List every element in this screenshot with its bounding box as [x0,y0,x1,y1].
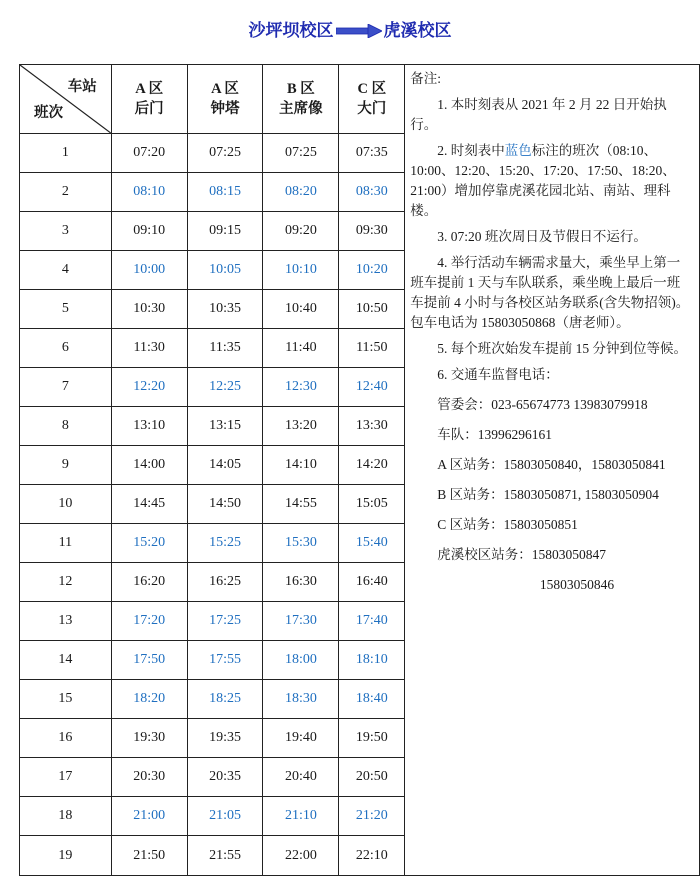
contact-line: C 区站务：15803050851 [437,517,578,532]
departure-time: 21:00 [111,797,187,836]
departure-time: 08:15 [187,173,263,212]
corner-header [20,65,112,134]
departure-time: 16:25 [187,563,263,602]
contact-line: 车队：13996296161 [437,427,552,442]
departure-time: 14:45 [111,485,187,524]
departure-time: 15:20 [111,524,187,563]
trip-number: 3 [20,212,112,251]
note-6: 6. 交通车监督电话： [437,367,559,382]
trip-number: 16 [20,719,112,758]
timetable [19,64,700,876]
trip-number: 13 [20,602,112,641]
departure-time: 15:05 [339,485,405,524]
departure-time: 20:30 [111,758,187,797]
departure-time: 08:10 [111,173,187,212]
departure-time: 10:10 [263,251,339,290]
departure-time: 12:20 [111,368,187,407]
departure-time: 07:20 [111,134,187,173]
departure-time: 17:50 [111,641,187,680]
departure-time: 19:30 [111,719,187,758]
col-zone: A 区 [135,81,164,97]
departure-time: 08:20 [263,173,339,212]
col-header [111,65,187,134]
col-place: 大门 [357,101,387,117]
departure-time: 14:05 [187,446,263,485]
departure-time: 11:50 [339,329,405,368]
departure-time: 09:10 [111,212,187,251]
departure-time: 18:40 [339,680,405,719]
notes-panel [405,65,700,876]
note-2 [410,141,693,221]
trip-number: 15 [20,680,112,719]
departure-time: 12:40 [339,368,405,407]
trip-number: 14 [20,641,112,680]
departure-time: 10:20 [339,251,405,290]
departure-time: 15:40 [339,524,405,563]
departure-time: 15:25 [187,524,263,563]
departure-time: 14:00 [111,446,187,485]
departure-time: 20:40 [263,758,339,797]
col-zone: A 区 [211,81,239,97]
departure-time: 11:30 [111,329,187,368]
departure-time: 19:40 [263,719,339,758]
col-header [263,65,339,134]
trip-number: 19 [20,836,112,876]
note-1: 1. 本时刻表从 2021 年 2 月 22 日开始执行。 [410,97,667,132]
departure-time: 17:20 [111,602,187,641]
col-place: 后门 [134,101,164,117]
departure-time: 18:20 [111,680,187,719]
departure-time: 07:35 [339,134,405,173]
departure-time: 18:30 [263,680,339,719]
departure-time: 16:20 [111,563,187,602]
col-header [339,65,405,134]
departure-time: 18:25 [187,680,263,719]
departure-time: 10:35 [187,290,263,329]
departure-time: 11:35 [187,329,263,368]
col-place: 主席像 [279,101,323,117]
departure-time: 08:30 [339,173,405,212]
col-zone: C 区 [357,81,387,97]
contact-line: A 区站务：15803050840，15803050841 [437,457,666,472]
departure-time: 07:25 [187,134,263,173]
departure-time: 10:30 [111,290,187,329]
departure-time: 21:50 [111,836,187,876]
trip-number: 18 [20,797,112,836]
page-title [0,17,700,43]
note-3: 3. 07:20 班次周日及节假日不运行。 [437,229,647,244]
departure-time: 12:30 [263,368,339,407]
departure-time: 10:50 [339,290,405,329]
departure-time: 14:10 [263,446,339,485]
notes-heading: 备注: [410,71,441,86]
departure-time: 13:20 [263,407,339,446]
trip-number: 5 [20,290,112,329]
note-2-post: 标注的班次（08:10、10:00、12:20、15:20、17:20、17:50、18:20、21:00）增加停靠虎溪花园北站、南站、理科楼。 [410,143,676,218]
departure-time: 10:40 [263,290,339,329]
contact-line: 管委会：023-65674773 13983079918 [437,397,648,412]
departure-time: 21:10 [263,797,339,836]
departure-time: 22:10 [339,836,405,876]
departure-time: 20:50 [339,758,405,797]
trip-number: 10 [20,485,112,524]
departure-time: 18:10 [339,641,405,680]
trip-number: 12 [20,563,112,602]
departure-time: 10:05 [187,251,263,290]
note-4: 4. 举行活动车辆需求量大，乘坐早上第一班车提前 1 天与车队联系，乘坐晚上最后一班车提前 4 小时与各校区站务联系(含失物招领)。包车电话为 15803050868（唐老师）。 [410,255,690,330]
note-2-pre: 2. 时刻表中 [437,143,505,158]
trip-number: 11 [20,524,112,563]
corner-station-label: 车站 [67,79,97,95]
departure-time: 15:30 [263,524,339,563]
trip-number: 2 [20,173,112,212]
trip-number: 9 [20,446,112,485]
departure-time: 13:30 [339,407,405,446]
departure-time: 21:20 [339,797,405,836]
destination-campus: 虎溪校区 [383,20,452,41]
note-5: 5. 每个班次始发车提前 15 分钟到位等候。 [437,341,687,356]
departure-time: 12:25 [187,368,263,407]
departure-time: 20:35 [187,758,263,797]
departure-time: 07:25 [263,134,339,173]
trip-number: 17 [20,758,112,797]
departure-time: 17:25 [187,602,263,641]
departure-time: 11:40 [263,329,339,368]
departure-time: 09:20 [263,212,339,251]
trip-number: 6 [20,329,112,368]
departure-time: 14:50 [187,485,263,524]
departure-time: 13:15 [187,407,263,446]
departure-time: 22:00 [263,836,339,876]
trip-number: 4 [20,251,112,290]
departure-time: 17:30 [263,602,339,641]
departure-time: 21:05 [187,797,263,836]
contact-line-continued: 15803050846 [539,577,615,592]
corner-trip-label: 班次 [34,105,63,121]
departure-time: 09:15 [187,212,263,251]
contact-line: B 区站务：15803050871, 15803050904 [437,487,659,502]
trip-number: 8 [20,407,112,446]
departure-time: 16:40 [339,563,405,602]
origin-campus: 沙坪坝校区 [248,20,334,41]
departure-time: 19:35 [187,719,263,758]
departure-time: 10:00 [111,251,187,290]
departure-time: 17:40 [339,602,405,641]
departure-time: 14:20 [339,446,405,485]
departure-time: 13:10 [111,407,187,446]
note-2-highlight: 蓝色 [504,143,532,158]
header-row [20,65,700,134]
trip-number: 7 [20,368,112,407]
departure-time: 17:55 [187,641,263,680]
departure-time: 21:55 [187,836,263,876]
trip-number: 1 [20,134,112,173]
departure-time: 14:55 [263,485,339,524]
col-header [187,65,263,134]
right-arrow-icon [336,24,382,38]
col-zone: B 区 [287,81,315,97]
col-place: 钟塔 [210,101,240,117]
departure-time: 09:30 [339,212,405,251]
departure-time: 19:50 [339,719,405,758]
contact-line: 虎溪校区站务：15803050847 [437,547,606,562]
departure-time: 18:00 [263,641,339,680]
departure-time: 16:30 [263,563,339,602]
